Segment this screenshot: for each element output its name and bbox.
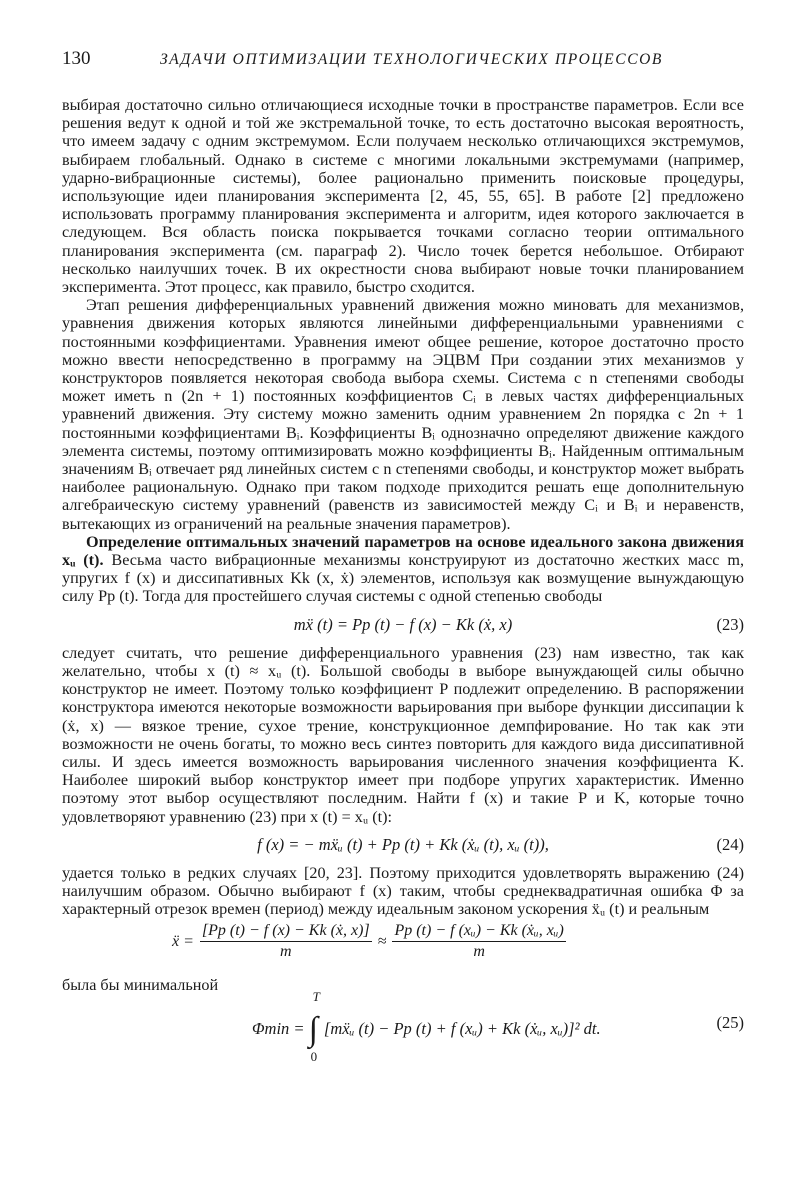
paragraph-2: Этап решения дифференциальных уравнений движения можно миновать для механизмов, уравнения движения которых являются линейными дифференциальными уравнениями с постоянными коэффициентами. Уравнения имеют общее решение, которое достаточно просто можно ввести непосредственно в программу на ЭЦВМ При создании этих механизмов у конструкторов появляется некоторая свобода выбора схемы. Система с n степенями свободы может иметь n (2n + 1) постоянных коэффициентов Cᵢ в левых частях дифференциальных уравнений движения. Эту систему можно заменить одним уравнением 2n порядка с 2n + 1 постоянными коэффициентами Bᵢ. Коэффициенты Bᵢ однозначно определяют движение каждого элемента системы, поэтому оптимизировать можно коэффициенты Bᵢ. Найденным оптимальным значениям Bᵢ отвечает ряд линейных систем с n степенями свободы, и конструктор может выбрать наиболее рациональную. Однако при таком подходе приходится решать еще дополнительную алгебраическую систему уравнений (равенств из зависимостей между Cᵢ и Bᵢ и неравенств, вытекающих из ограничений на реальные значения параметров).: [62, 296, 744, 533]
equation-25-integrand: [mẍᵤ (t) − Pp (t) + f (xᵤ) + Kk (ẋᵤ, xᵤ)]² dt.: [323, 1018, 601, 1038]
fraction-approx: [392, 922, 565, 961]
paragraph-3-text: Весьма часто вибрационные механизмы конструируют из достаточно жестких масс m, упругих f (x) и диссипативных Kk (x, ẋ) элементов, используя как возмущение вынуждающую силу Pp (t). Тогда для простейшего случая системы с одной степенью свободы: [62, 551, 744, 606]
equation-24-expression: f (x) = − mẍᵤ (t) + Pp (t) + Kk (ẋᵤ (t), xᵤ (t)),: [257, 834, 549, 854]
equation-23-number: (23): [716, 614, 744, 634]
equation-25-expression: [252, 988, 601, 1064]
integral-lower-limit: 0: [310, 1048, 318, 1064]
integral-upper-limit: T: [312, 988, 320, 1004]
fraction-exact: [200, 922, 372, 961]
body-text: [62, 96, 744, 1065]
paragraph-6: была бы минимальной: [62, 976, 219, 995]
integral-sign-icon: ∫ T 0: [308, 988, 320, 1064]
page-number: 130: [62, 48, 91, 69]
equation-23-expression: mẍ (t) = Pp (t) − f (x) − Kk (ẋ, x): [293, 614, 513, 634]
fraction-approx-numerator: Pp (t) − f (xᵤ) − Kk (ẋᵤ, xᵤ): [392, 922, 565, 942]
equation-25: [62, 988, 744, 1065]
fraction-approx-denominator: m: [473, 943, 485, 961]
fraction-exact-denominator: m: [280, 943, 292, 961]
running-title: ЗАДАЧИ ОПТИМИЗАЦИИ ТЕХНОЛОГИЧЕСКИХ ПРОЦЕССОВ: [160, 51, 663, 68]
equation-24-number: (24): [716, 834, 744, 854]
acceleration-lhs: ẍ =: [172, 932, 194, 950]
paragraph-5: удается только в редких случаях [20, 23]. Поэтому приходится удовлетворять выражению (24) наилучшим образом. Обычно выбирают f (x) таким, чтобы среднеквадратичная ошибка Φ за характерный отрезок времен (период) между идеальным законом ускорения ẍᵤ (t) и реальным: [62, 863, 744, 919]
equation-25-number: (25): [716, 1012, 744, 1032]
paragraph-1: выбирая достаточно сильно отличающиеся исходные точки в пространстве параметров. Если все решения ведут к одной и той же экстремальной точке, то есть достаточно высокая вероятность, что имеем задачу с одним экстремумом. Если получаем несколько отличающихся экстремумов, выбираем глобальный. Однако в системе с многими локальными экстремумами (например, ударно-вибрационные системы), более рационально применить поисковые процедуры, использующие идеи планирования эксперимента [2, 45, 55, 65]. В работе [2] предложено использовать программу планирования эксперимента и алгоритм, идея которого заключается в следующем. Вся область поиска покрывается точками согласно теории оптимального планирования эксперимента (см. параграф 2). Число точек берется небольшое. Отбирают несколько наилучших точек. В их окрестности снова выбирают новые точки планированием эксперимента. Этот процесс, как правило, быстро сходится.: [62, 96, 744, 297]
approx-sign: ≈: [377, 932, 387, 950]
acceleration-equation: [62, 918, 744, 976]
page-header: [62, 48, 752, 74]
paragraph-3: [62, 533, 744, 606]
paragraph-4: следует считать, что решение дифференциального уравнения (23) нам известно, так как желательно, чтобы x (t) ≈ xᵤ (t). Большой свободы в выборе вынуждающей силы обычно конструктор не имеет. Поэтому только коэффициент P подлежит определению. В распоряжении конструктора имеются некоторые возможности варьирования при выборе функции диссипации k (ẋ, x) — вязкое трение, сухое трение, конструкционное демпфирование. Но так как эти возможности не очень богаты, то можно весь синтез повторить для каждого вида диссипативной силы. И здесь имеется возможность варьирования численного значения коэффициента K. Наиболее широкий выбор конструктор имеет при подборе упругих характеристик. Именно поэтому этот выбор осуществляют последним. Найти f (x) и такие P и K, которые точно удовлетворяют уравнению (23) при x (t) = xᵤ (t):: [62, 643, 744, 826]
equation-24: [62, 826, 744, 864]
section-heading: Определение оптимальных значений параметров на основе идеального закона движения xᵤ (t).: [62, 532, 744, 570]
acceleration-equation-row: [172, 922, 566, 961]
equation-23: [62, 606, 744, 644]
fraction-exact-numerator: [Pp (t) − f (x) − Kk (ẋ, x)]: [200, 922, 372, 942]
equation-25-lhs: Φmin =: [252, 1018, 305, 1038]
